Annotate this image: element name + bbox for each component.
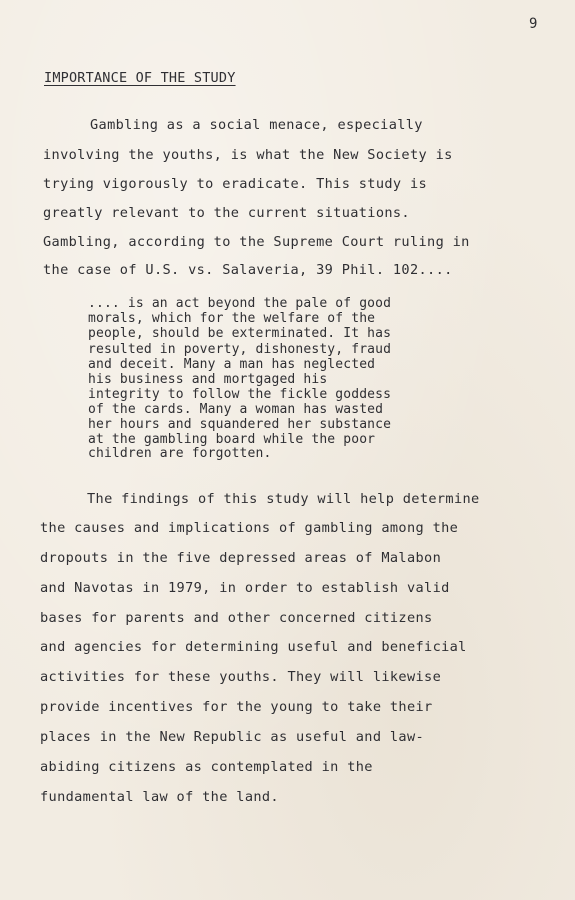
- text-line: and agencies for determining useful and beneficial: [40, 639, 467, 655]
- text-line: dropouts in the five depressed areas of Malabon: [40, 550, 442, 566]
- text-line: the causes and implications of gambling among the: [40, 520, 459, 536]
- text-line: Gambling as a social menace, especially: [90, 117, 423, 133]
- text-line: involving the youths, is what the New Society is: [43, 147, 453, 163]
- quote-line: people, should be exterminated. It has: [88, 326, 392, 341]
- text-line: activities for these youths. They will likewise: [40, 669, 442, 685]
- page-number: 9: [529, 16, 538, 32]
- text-line: places in the New Republic as useful and law-: [40, 729, 425, 745]
- text-line: Gambling, according to the Supreme Court ruling in: [43, 234, 470, 250]
- quote-line: children are forgotten.: [88, 446, 272, 461]
- quote-line: .... is an act beyond the pale of good: [88, 296, 392, 311]
- text-line: and Navotas in 1979, in order to establish valid: [40, 580, 450, 596]
- quote-line: resulted in poverty, dishonesty, fraud: [88, 342, 392, 357]
- text-line: greatly relevant to the current situations.: [43, 205, 410, 221]
- quote-line: her hours and squandered her substance: [88, 417, 392, 432]
- quote-line: his business and mortgaged his: [88, 372, 328, 387]
- quote-line: and deceit. Many a man has neglected: [88, 357, 376, 372]
- text-line: abiding citizens as contemplated in the: [40, 759, 373, 775]
- text-line: trying vigorously to eradicate. This study is: [43, 176, 428, 192]
- text-line: provide incentives for the young to take their: [40, 699, 433, 715]
- quote-line: at the gambling board while the poor: [88, 432, 376, 447]
- text-line: bases for parents and other concerned citizens: [40, 610, 433, 626]
- text-line: fundamental law of the land.: [40, 789, 279, 805]
- quote-line: integrity to follow the fickle goddess: [88, 387, 392, 402]
- text-line: the case of U.S. vs. Salaveria, 39 Phil. 102....: [43, 262, 453, 278]
- quote-line: of the cards. Many a woman has wasted: [88, 402, 384, 417]
- text-line: The findings of this study will help determine: [87, 491, 480, 507]
- quote-line: morals, which for the welfare of the: [88, 311, 376, 326]
- section-heading: IMPORTANCE OF THE STUDY: [44, 70, 236, 86]
